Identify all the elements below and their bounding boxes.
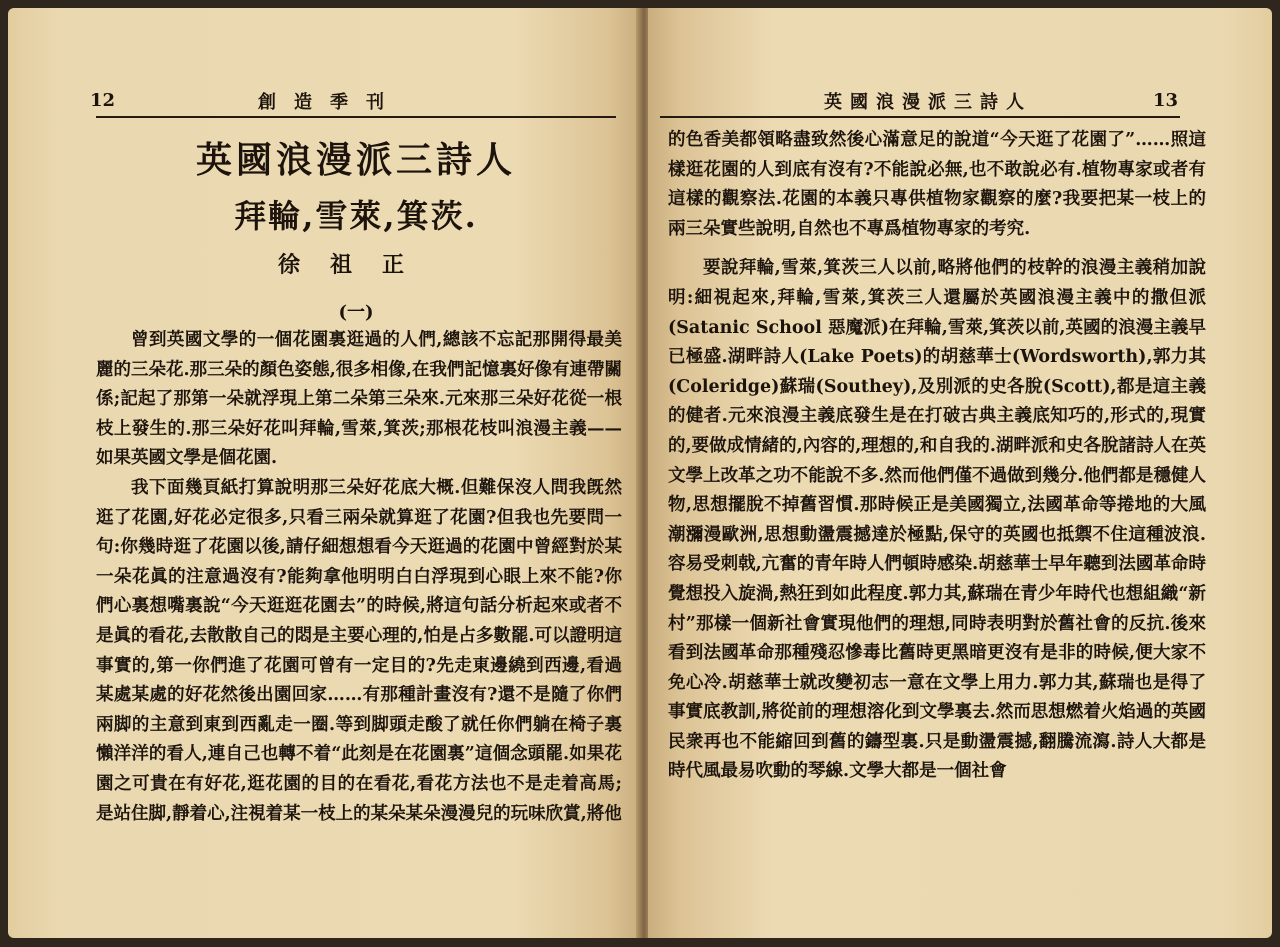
section-number: (一) bbox=[338, 302, 374, 323]
article-heading bbox=[96, 138, 616, 326]
header-rule bbox=[96, 116, 616, 118]
article-author: 徐祖正 bbox=[277, 252, 434, 278]
right-page-body bbox=[668, 126, 1206, 787]
paragraph: 的色香美都領略盡致然後心滿意足的說道“今天逛了花園了”……照這樣逛花園的人到底有沒有?不能說必無,也不敢說必有.植物專家或者有這樣的觀察法.花園的本義只專供植物家觀察的麼?我要把某一枝上的兩三朵實些說明,自然也不專爲植物專家的考究. bbox=[668, 130, 1206, 239]
right-page-header bbox=[648, 82, 1272, 118]
header-rule bbox=[660, 116, 1180, 118]
paragraph: 要說拜輪,雪萊,箕茨三人以前,略將他們的枝幹的浪漫主義稍加說明:細視起來,拜輪,雪萊,箕茨三人還屬於英國浪漫主義中的撒但派(Satanic School 惡魔派)在拜輪,雪萊,箕茨以前,英國的浪漫主義早已極盛.湖畔詩人(Lake Poets)的胡慈華士(Wordsworth),郭力其(Coleridge)蘇瑞(Southey),及別派的史各脫(Scott),都是這主義的健者.元來浪漫主義底發生是在打破古典主義底知巧的,形式的,現實的,要做成情緒的,內容的,理想的,和自我的.湖畔派和史各脫諸詩人在英文學上改革之功不能說不多.然而他們僅不過做到幾分.他們都是穩健人物,思想擺脫不掉舊習慣.那時候正是美國獨立,法國革命等捲地的大風潮瀰漫歐洲,思想動盪震撼達於極點,保守的英國也抵禦不住這種波浪.容易受刺戟,亢奮的青年時人們頓時感染.胡慈華士早年聽到法國革命時覺想投入旋渦,熱狂到如此程度.郭力其,蘇瑞在青少年時代也想組織“新村”那樣一個新社會實現他們的理想,同時表明對於舊社會的反抗.後來看到法國革命那種殘忍慘毒比舊時更黑暗更沒有是非的時候,便大家不免心冷.胡慈華士就改變初志一意在文學上用力.郭力其,蘇瑞也是得了事實底教訓,將從前的理想溶化到文學裏去.然而思想燃着火焰過的英國民衆再也不能縮回到舊的鑄型裏.只是動盪震撼,翻騰流瀉.詩人大都是時代風最易吹動的琴線.文學大都是一個社會 bbox=[668, 258, 1206, 782]
page-number: 13 bbox=[1152, 90, 1178, 111]
right-page bbox=[648, 8, 1272, 938]
paragraph: 曾到英國文學的一個花園裏逛過的人們,總該不忘記那開得最美麗的三朵花.那三朵的顏色姿態,很多相像,在我們記憶裏好像有連帶關係;記起了那第一朵就浮現上第二朵第三朵來.元來那三朵好花從一根枝上發生的.那三朵好花叫拜輪,雪萊,箕茨;那根花枝叫浪漫主義——如果英國文學是個花園. bbox=[96, 330, 622, 469]
running-head: 創造季刊 bbox=[258, 92, 402, 113]
paragraph: 我下面幾頁紙打算說明那三朵好花底大概.但難保沒人問我旣然逛了花園,好花必定很多,只看三兩朵就算逛了花園?但我也先要問一句:你幾時逛了花園以後,請仔細想想看今天逛過的花園中曾經對於某一朵花眞的注意過沒有?能夠拿他明明白白浮現到心眼上來不能?你們心裏想嘴裏說“今天逛逛花園去”的時候,將這句話分析起來或者不是眞的看花,去散散自己的悶是主要心理的,怕是占多數罷.可以證明這事實的,第一你們進了花園可曾有一定目的?先走東邊繞到西邊,看過某處某處的好花然後出園回家……有那種計畫沒有?還不是隨了你們兩脚的主意到東到西亂走一圈.等到脚頭走酸了就任你們躺在椅子裏懶洋洋的看人,連自己也轉不着“此刻是在花園裏”這個念頭罷.如果花園之可貴在有好花,逛花園的目的在看花,看花方法也不是走着高馬;是站住脚,靜着心,注視着某一枝上的某朵某朵漫漫兒的玩味欣賞,將他 bbox=[96, 477, 622, 824]
left-page bbox=[8, 8, 640, 938]
left-page-header bbox=[8, 82, 640, 118]
left-page-body bbox=[96, 326, 622, 829]
article-subtitle: 拜輪,雪萊,箕茨. bbox=[234, 197, 478, 235]
article-title: 英國浪漫派三詩人 bbox=[195, 139, 516, 181]
running-head: 英國浪漫派三詩人 bbox=[824, 92, 1032, 113]
page-number: 12 bbox=[90, 90, 116, 111]
